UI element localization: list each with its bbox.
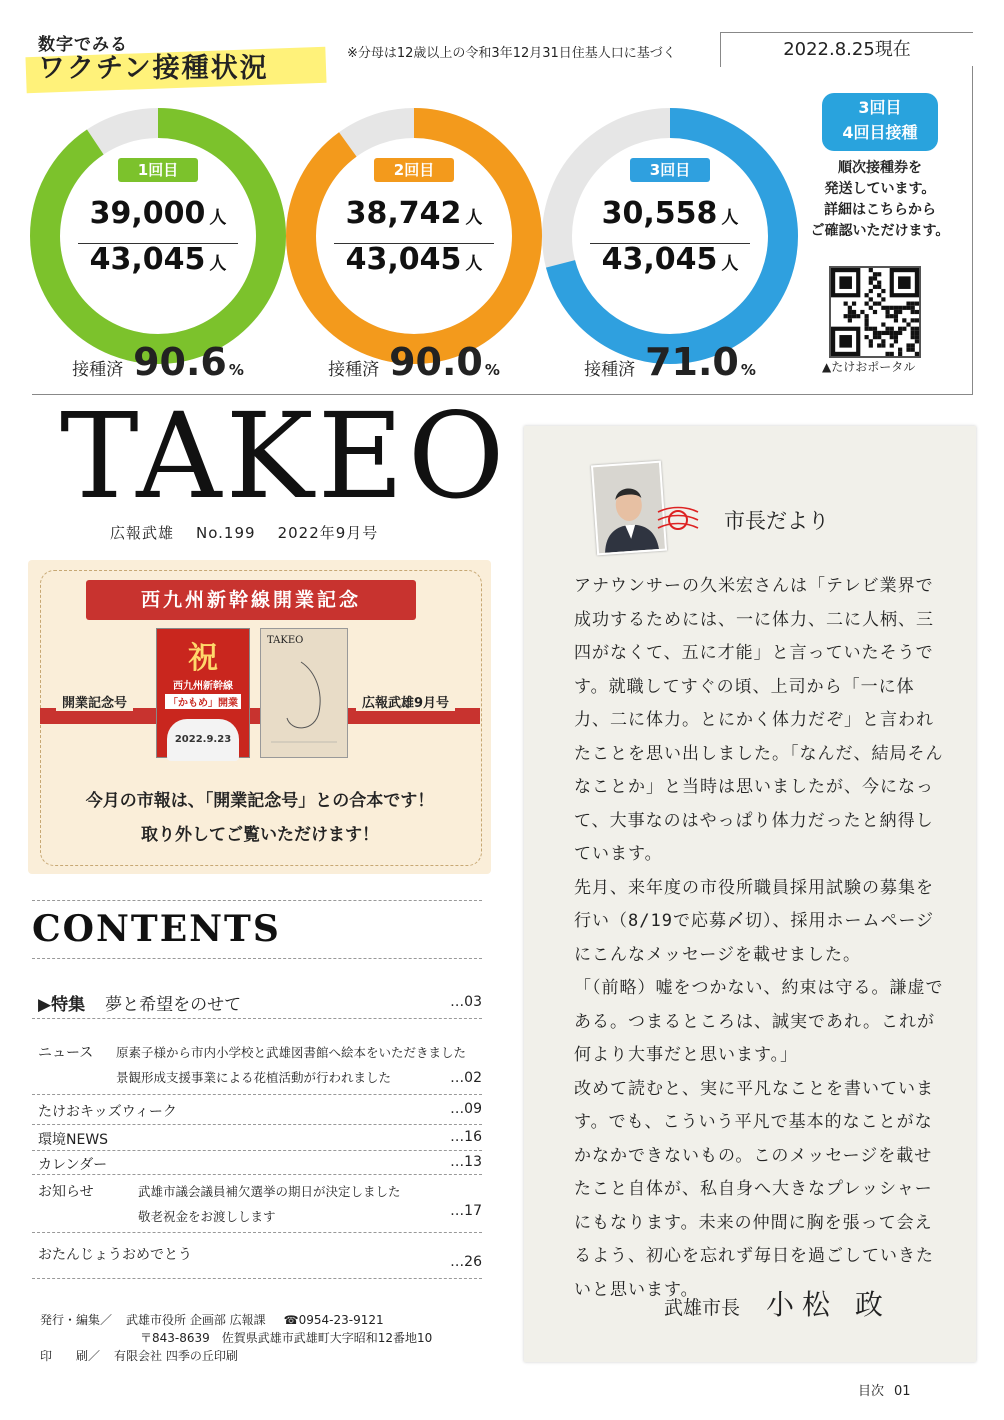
qr-module xyxy=(894,306,898,310)
publisher-line: 発行・編集／ 武雄市役所 企画部 広報課 ☎0954-23-9121 xyxy=(40,1313,384,1327)
qr-module xyxy=(894,339,898,343)
qr-module xyxy=(906,306,910,310)
dose-3-label: 3回目 xyxy=(630,158,710,182)
qr-module xyxy=(848,306,852,310)
qr-module xyxy=(873,335,877,339)
qr-module xyxy=(911,327,915,331)
mayor-signature: 武雄市長 小松 政 xyxy=(664,1288,891,1321)
qr-module xyxy=(906,348,910,352)
qr-module xyxy=(890,331,894,335)
qr-module xyxy=(848,314,852,318)
divider xyxy=(32,1018,482,1019)
cover-illustration xyxy=(261,652,347,752)
qr-module xyxy=(885,310,889,314)
qr-module xyxy=(915,327,919,331)
qr-module xyxy=(911,318,915,322)
qr-module xyxy=(881,331,885,335)
dose-1-ring xyxy=(28,106,288,366)
qr-module xyxy=(865,293,869,297)
qr-module xyxy=(852,314,856,318)
issue-info: 広報武雄 No.199 2022年9月号 xyxy=(110,524,379,542)
cover-line-2: 「かもめ」開業 xyxy=(165,694,241,709)
qr-module xyxy=(890,335,894,339)
qr-module xyxy=(865,314,869,318)
address-line: 〒843-8639 佐賀県武雄市武雄町大字昭和12番地10 xyxy=(140,1331,433,1345)
toc-news[interactable]: ニュース 原素子様から市内小学校と武雄図書館へ絵本をいただきました 景観形成支援事業による花植活動が行われました …02 xyxy=(38,1045,482,1086)
train-illustration: 2022.9.23 xyxy=(167,719,239,761)
toc-notices[interactable]: お知らせ 武雄市議会議員補欠選挙の期日が決定しました 敬老祝金をお渡しします …17 xyxy=(38,1184,482,1224)
qr-module xyxy=(915,310,919,314)
qr-module xyxy=(898,352,902,356)
qr-module xyxy=(869,276,873,280)
dose-2-percent: 接種済 90.0 % xyxy=(328,340,500,384)
dose-1-ring-chart xyxy=(28,106,288,366)
combined-issue-note: 今月の市報は、「開業記念号」との合本です！ 取り外してご覧いただけます！ xyxy=(85,791,435,845)
printer-line: 印 刷／ 有限会社 四季の丘印刷 xyxy=(40,1349,238,1363)
dose-3-percent: 接種済 71.0 % xyxy=(584,340,756,384)
qr-module xyxy=(885,352,889,356)
qr-module xyxy=(877,285,881,289)
dose-3-ring-chart xyxy=(540,106,800,366)
qr-module xyxy=(865,318,869,322)
dose-3-vaccinated: 30,558 人 xyxy=(601,196,739,231)
divider xyxy=(32,1124,482,1125)
qr-module xyxy=(848,318,852,322)
dose-1-percent: 接種済 90.6 % xyxy=(72,340,244,384)
qr-module xyxy=(911,335,915,339)
september-issue-cover[interactable] xyxy=(260,628,348,758)
qr-module xyxy=(915,331,919,335)
qr-module xyxy=(890,306,894,310)
dose-2-population: 43,045 人 xyxy=(345,242,483,277)
page-number: 目次 01 xyxy=(858,1384,911,1399)
qr-module xyxy=(915,335,919,339)
qr-module xyxy=(898,331,902,335)
qr-module xyxy=(873,327,877,331)
qr-module xyxy=(852,310,856,314)
dose-2-ring xyxy=(284,106,544,366)
divider xyxy=(32,1232,482,1233)
toc-birthday[interactable]: おたんじょうおめでとう …26 xyxy=(38,1247,482,1270)
qr-module xyxy=(865,302,869,306)
dose-1-label: 1回目 xyxy=(118,158,198,182)
right-label: 広報武雄9月号 xyxy=(356,692,455,711)
cover-line-1: 西九州新幹線 xyxy=(173,681,233,692)
qr-finder xyxy=(839,276,852,289)
qr-module xyxy=(869,339,873,343)
dose-3-population: 43,045 人 xyxy=(601,242,739,277)
divider xyxy=(32,1094,482,1095)
qr-module xyxy=(911,343,915,347)
red-stamp-icon xyxy=(656,498,700,542)
qr-module xyxy=(885,306,889,310)
qr-module xyxy=(906,302,910,306)
qr-module xyxy=(873,331,877,335)
as-of-date: 2022.8.25現在 xyxy=(720,32,973,67)
divider xyxy=(32,1150,482,1151)
mayor-letter-text: アナウンサーの久米宏さんは「テレビ業界で成功するためには、一に体力、二に人柄、三四がなくて、五に才能」と言っていたそうです。就職してすぐの頃、上司から「一に体力、二に体力。とにかく体力だぞ」と言われたことを思い出しました。「なんだ、結局そんなことか」と当時は思いましたが、今になって、大事なのはやっぱり体力だったと納得しています。 先月、来年度の市役所職員採用試験の募集を行い（8/19で応募〆切）、採用ホームページにこんなメッセージを載せました。 「（前略）嘘をつかない、約束は守る。謙虚である。つまるところは、誠実であれ。これが何より大事だと思います。」 改めて読むと、実に平凡なことを書いています。でも、こういう平凡で基本的なことがなかなかできないもの。このメッセージを載せたこと自体が、私自身へ大きなプレッシャーにもなります。未来の仲間に胸を張って会えるよう、初心を忘れず毎日を過ごしていきたいと思います。 xyxy=(574,576,944,1300)
qr-module xyxy=(869,281,873,285)
left-label: 開業記念号 xyxy=(56,692,133,711)
qr-module xyxy=(881,306,885,310)
dose-3-ring xyxy=(540,106,800,366)
qr-module xyxy=(873,276,877,280)
qr-module xyxy=(877,281,881,285)
qr-module xyxy=(890,352,894,356)
booster-badge: 3回目 4回目接種 xyxy=(822,93,938,151)
qr-module xyxy=(911,306,915,310)
qr-code-icon[interactable] xyxy=(829,266,921,358)
qr-module xyxy=(848,310,852,314)
qr-finder xyxy=(839,335,852,348)
divider xyxy=(32,1278,482,1279)
qr-module xyxy=(906,322,910,326)
qr-module xyxy=(844,314,848,318)
divider xyxy=(32,958,482,959)
qr-module xyxy=(873,285,877,289)
mayor-portrait xyxy=(593,463,665,553)
qr-module xyxy=(915,339,919,343)
ring-progress-arc xyxy=(301,123,527,349)
divider xyxy=(32,1174,482,1175)
qr-module xyxy=(911,348,915,352)
qr-module xyxy=(898,310,902,314)
qr-module xyxy=(911,331,915,335)
vaccination-subtitle: 数字でみる xyxy=(38,35,128,55)
denominator-note: ※分母は12歳以上の令和3年12月31日住基人口に基づく xyxy=(347,46,676,61)
mayor-column-title: 市長だより xyxy=(724,509,829,533)
toc-calendar[interactable]: カレンダー …13 xyxy=(38,1154,482,1173)
qr-module xyxy=(894,331,898,335)
qr-module xyxy=(852,302,856,306)
toc-environment[interactable]: 環境NEWS …16 xyxy=(38,1129,482,1148)
qr-module xyxy=(873,310,877,314)
qr-module xyxy=(894,314,898,318)
commemorative-cover[interactable] xyxy=(156,628,250,758)
commemoration-ribbon: 西九州新幹線開業記念 xyxy=(86,580,416,620)
mini-logo: TAKEO xyxy=(267,635,304,646)
qr-module xyxy=(877,335,881,339)
qr-module xyxy=(911,302,915,306)
qr-module xyxy=(915,352,919,356)
qr-module xyxy=(869,327,873,331)
qr-module xyxy=(881,339,885,343)
qr-module xyxy=(865,327,869,331)
qr-module xyxy=(856,314,860,318)
qr-module xyxy=(877,331,881,335)
qr-module xyxy=(869,268,873,272)
qr-module xyxy=(890,327,894,331)
qr-module xyxy=(881,289,885,293)
qr-module xyxy=(885,314,889,318)
qr-caption: ▲たけおポータル xyxy=(822,360,916,374)
qr-module xyxy=(915,318,919,322)
dose-1-population: 43,045 人 xyxy=(89,242,227,277)
qr-module xyxy=(890,314,894,318)
vaccination-title: ワクチン接種状況 xyxy=(38,53,269,84)
qr-module xyxy=(890,343,894,347)
toc-feature[interactable]: ▶特集 夢と希望をのせて …03 xyxy=(38,994,482,1015)
qr-module xyxy=(869,306,873,310)
divider xyxy=(32,900,482,901)
qr-module xyxy=(877,343,881,347)
toc-kids-week[interactable]: たけおキッズウィーク …09 xyxy=(38,1101,482,1120)
qr-module xyxy=(885,331,889,335)
qr-module xyxy=(885,327,889,331)
qr-module xyxy=(860,310,864,314)
qr-module xyxy=(881,297,885,301)
qr-module xyxy=(881,343,885,347)
dose-2-vaccinated: 38,742 人 xyxy=(345,196,483,231)
qr-module xyxy=(865,335,869,339)
qr-finder xyxy=(898,276,911,289)
qr-module xyxy=(898,348,902,352)
qr-module xyxy=(873,272,877,276)
qr-module xyxy=(865,322,869,326)
qr-module xyxy=(869,297,873,301)
qr-module xyxy=(877,293,881,297)
qr-module xyxy=(894,310,898,314)
qr-module xyxy=(915,302,919,306)
qr-module xyxy=(902,306,906,310)
qr-module xyxy=(869,343,873,347)
qr-module xyxy=(898,306,902,310)
dose-1-vaccinated: 39,000 人 xyxy=(89,196,227,231)
takeo-logo: TAKEO xyxy=(60,387,509,525)
dose-2-label: 2回目 xyxy=(374,158,454,182)
booster-info: 順次接種券を 発送しています。 詳細はこちらから ご確認いただけます。 xyxy=(810,160,950,239)
qr-module xyxy=(898,327,902,331)
qr-module xyxy=(911,310,915,314)
ring-progress-arc xyxy=(45,123,271,349)
qr-module xyxy=(844,302,848,306)
qr-module xyxy=(877,302,881,306)
qr-module xyxy=(881,322,885,326)
qr-module xyxy=(869,289,873,293)
contents-heading: CONTENTS xyxy=(32,908,281,950)
qr-module xyxy=(902,318,906,322)
qr-module xyxy=(906,343,910,347)
dose-2-ring-chart xyxy=(284,106,544,366)
celebration-glyph: 祝 xyxy=(188,641,218,676)
qr-module xyxy=(877,272,881,276)
qr-module xyxy=(894,335,898,339)
qr-module xyxy=(873,302,877,306)
qr-module xyxy=(894,318,898,322)
qr-module xyxy=(902,327,906,331)
